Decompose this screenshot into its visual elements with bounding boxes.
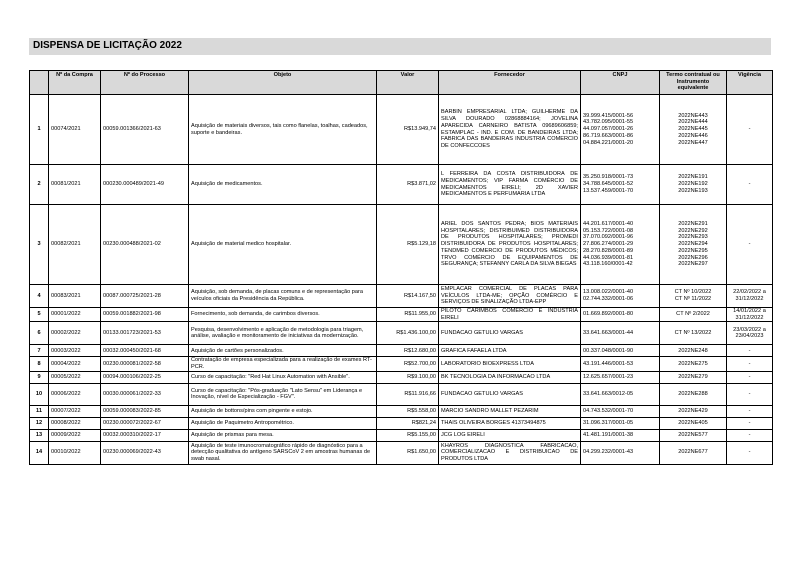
cell-valor: R$3.871,02 xyxy=(377,165,439,205)
cell-termo xyxy=(660,285,727,308)
cell-termo xyxy=(660,322,727,345)
title-bar xyxy=(29,38,771,55)
cell-vigencia: 22/02/2022 a 31/12/2022 xyxy=(727,285,773,308)
cnpj-value: 86.719.663/0001-86 xyxy=(583,132,634,139)
cell-compra: 00010/2022 xyxy=(49,441,101,464)
cell-processo: 00059.000083/2022-85 xyxy=(101,405,189,417)
cell-cnpj xyxy=(581,383,660,405)
cnpj-value: 37.070.092/0001-96 xyxy=(583,234,634,241)
termo-value: 2022NE443 xyxy=(678,112,708,119)
cell-processo: 00230.000069/2022-43 xyxy=(101,441,189,464)
row-number: 1 xyxy=(30,95,49,165)
cell-compra: 00008/2022 xyxy=(49,417,101,429)
table-row xyxy=(30,345,773,357)
cell-processo: 00087.000725/2021-28 xyxy=(101,285,189,308)
cnpj-value: 41.481.191/0001-38 xyxy=(583,431,634,438)
cell-vigencia: 23/03/2022 a 23/04/2023 xyxy=(727,322,773,345)
cell-fornecedor: KHAYROS DIAGNOSTICA FABRICACAO, COMERCIALIZACAO E DISTRIBUICAO DE PRODUTOS LTDA xyxy=(439,441,581,464)
column-header: CNPJ xyxy=(581,71,660,95)
termo-value: 2022NE447 xyxy=(678,139,708,146)
column-header: Nº do Processo xyxy=(101,71,189,95)
cell-valor: R$11.916,66 xyxy=(377,383,439,405)
cnpj-value: 43.118.160/0001-42 xyxy=(583,261,633,268)
cell-termo xyxy=(660,429,727,441)
cnpj-value: 44.097.057/0001-26 xyxy=(583,126,634,133)
cnpj-value: 01.669.892/0001-80 xyxy=(583,311,634,318)
cell-compra: 00007/2022 xyxy=(49,405,101,417)
termo-value: 2022NE275 xyxy=(678,360,708,367)
termo-value: 2022NE445 xyxy=(678,126,708,133)
termo-value: 2022NE297 xyxy=(678,261,708,268)
table-body xyxy=(30,95,773,465)
cell-processo: 00133.001723/2021-53 xyxy=(101,322,189,345)
cell-processo: 00059.001366/2021-63 xyxy=(101,95,189,165)
row-number: 9 xyxy=(30,371,49,383)
cnpj-value: 33.641.663/0001-44 xyxy=(583,330,634,337)
cnpj-value: 04.743.532/0001-70 xyxy=(583,407,634,414)
row-number: 8 xyxy=(30,357,49,371)
row-number: 4 xyxy=(30,285,49,308)
procurement-table xyxy=(29,70,773,465)
row-number: 12 xyxy=(30,417,49,429)
cell-compra: 00009/2022 xyxy=(49,429,101,441)
cnpj-value: 43.782.095/0001-55 xyxy=(583,119,634,126)
cell-objeto: Aquisição de material medico hospitalar. xyxy=(189,205,377,285)
cnpj-value: 04.884.221/0001-20 xyxy=(583,139,634,146)
cell-processo: 00230.000488/2021-02 xyxy=(101,205,189,285)
table-row xyxy=(30,165,773,205)
row-number: 13 xyxy=(30,429,49,441)
cell-cnpj xyxy=(581,429,660,441)
column-header: Nº da Compra xyxy=(49,71,101,95)
cell-vigencia: - xyxy=(727,345,773,357)
cnpj-value: 04.299.232/0001-43 xyxy=(583,449,634,456)
cell-objeto: Aquisição de medicamentos. xyxy=(189,165,377,205)
cell-fornecedor: JCG LOG EIRELI xyxy=(439,429,581,441)
cell-vigencia: - xyxy=(727,95,773,165)
page-title: DISPENSA DE LICITAÇÃO 2022 xyxy=(33,40,182,51)
cnpj-value: 35.250.918/0001-73 xyxy=(583,174,634,181)
termo-value: 2022NE288 xyxy=(678,390,708,397)
cnpj-value: 43.191.446/0001-53 xyxy=(583,360,634,367)
column-header: Vigência xyxy=(727,71,773,95)
cell-compra: 00081/2021 xyxy=(49,165,101,205)
cnpj-value: 02.744.332/0001-06 xyxy=(583,296,634,302)
cell-compra: 00005/2022 xyxy=(49,371,101,383)
cell-cnpj xyxy=(581,441,660,464)
termo-value: 2022NE279 xyxy=(678,373,708,380)
row-number: 11 xyxy=(30,405,49,417)
table-row xyxy=(30,371,773,383)
cell-termo xyxy=(660,417,727,429)
cell-termo xyxy=(660,345,727,357)
cell-fornecedor: LABORATORIO BIOEXPRESS LTDA xyxy=(439,357,581,371)
row-number: 6 xyxy=(30,322,49,345)
cell-valor: R$52.700,00 xyxy=(377,357,439,371)
cell-vigencia: - xyxy=(727,441,773,464)
cnpj-value: 05.153.722/0001-08 xyxy=(583,227,634,234)
row-number: 2 xyxy=(30,165,49,205)
cell-cnpj xyxy=(581,165,660,205)
cell-objeto: Curso de capacitação: "Pós-graduação "Lato Sensu" em Liderança e Inovação, nível de Especialização - FGV". xyxy=(189,383,377,405)
cnpj-value: 33.641.663/0012-05 xyxy=(583,390,634,397)
cell-fornecedor: THAIS OLIVEIRA BORGES 41373494875 xyxy=(439,417,581,429)
table-row xyxy=(30,205,773,285)
cell-objeto: Aquisição de bottons/pins com pingente e estojo. xyxy=(189,405,377,417)
cell-termo xyxy=(660,95,727,165)
termo-value: 2022NE192 xyxy=(678,181,708,188)
cell-objeto: Aquisição de cartões personalizados. xyxy=(189,345,377,357)
cell-fornecedor: ARIEL DOS SANTOS PEDRA; BIOS MATERIAIS HOSPITALARES; DISTRIBUIMED DISTRIBUIDORA DE PRODUTOS HOSPITALARES; PROMEDI DISTRIBUIDORA DE PRODUTOS HOSPITALARES; TENDMED COMERCIO DE PRODUTOS MÉDICOS; TRVO COMÉRCIO DE EQUIPAMENTOS DE SEGURANÇA; STEFANNY CARLA DA SILVA BIEGAS xyxy=(439,205,581,285)
termo-value: 2022NE444 xyxy=(678,119,708,126)
cell-processo: 00230.000081/2022-58 xyxy=(101,357,189,371)
termo-value: 2022NE248 xyxy=(678,347,708,354)
table-row xyxy=(30,383,773,405)
row-number: 10 xyxy=(30,383,49,405)
cell-termo xyxy=(660,383,727,405)
cell-cnpj xyxy=(581,322,660,345)
cell-vigencia: - xyxy=(727,405,773,417)
cell-fornecedor: PILOTO CARIMBOS COMERCIO E INDUSTRIA EIRELI xyxy=(439,308,581,322)
cell-objeto: Aquisição de Paquimetro Antropométrico. xyxy=(189,417,377,429)
cell-cnpj xyxy=(581,357,660,371)
cell-compra: 00004/2022 xyxy=(49,357,101,371)
cell-cnpj xyxy=(581,205,660,285)
cell-compra: 00083/2021 xyxy=(49,285,101,308)
cell-fornecedor: FUNDACAO GETULIO VARGAS xyxy=(439,322,581,345)
cell-processo: 000230.000489/2021-49 xyxy=(101,165,189,205)
cell-objeto: Pesquisa, desenvolvimento e aplicação de metodologia para triagem, análise, avaliação e monitoramento de iniciativas da modernização. xyxy=(189,322,377,345)
cell-fornecedor: FUNDACAO GETULIO VARGAS xyxy=(439,383,581,405)
termo-value: 2022NE191 xyxy=(678,174,708,181)
cell-processo: 00032.000450/2021-68 xyxy=(101,345,189,357)
cell-processo: 00032.000310/2022-17 xyxy=(101,429,189,441)
termo-value: 2022NE429 xyxy=(678,407,708,414)
termo-value: 2022NE296 xyxy=(678,254,708,261)
cnpj-value: 13.008.022/0001-40 xyxy=(583,289,634,296)
cnpj-value: 13.537.459/0001-70 xyxy=(583,187,634,194)
cell-valor: R$12.680,00 xyxy=(377,345,439,357)
cell-valor: R$1.436.100,00 xyxy=(377,322,439,345)
cell-valor: R$5.129,18 xyxy=(377,205,439,285)
cell-cnpj xyxy=(581,285,660,308)
cell-compra: 00001/2022 xyxy=(49,308,101,322)
cell-valor: R$11.955,00 xyxy=(377,308,439,322)
cell-objeto: Contratação de empresa especializada para a realização de exames RT-PCR. xyxy=(189,357,377,371)
cell-valor: R$1.650,00 xyxy=(377,441,439,464)
cnpj-value: 44.036.939/0001-81 xyxy=(583,254,634,261)
cell-valor: R$14.167,50 xyxy=(377,285,439,308)
termo-value: 2022NE577 xyxy=(678,431,708,438)
table-row xyxy=(30,441,773,464)
cell-fornecedor: L FERREIRA DA COSTA DISTRIBUIDORA DE MEDICAMENTOS; VIP FARMA COMÉRCIO DE MEDICAMENTOS EIRELI; 2D XAVIER MEDICAMENTOS E PERFUMARIA LTDA xyxy=(439,165,581,205)
cell-processo: 00230.000072/2022-67 xyxy=(101,417,189,429)
row-number: 3 xyxy=(30,205,49,285)
cell-valor: R$821,24 xyxy=(377,417,439,429)
cell-objeto: Fornecimento, sob demanda, de carimbos diversos. xyxy=(189,308,377,322)
cell-compra: 00074/2021 xyxy=(49,95,101,165)
cell-vigencia: - xyxy=(727,429,773,441)
table-row xyxy=(30,308,773,322)
cell-cnpj xyxy=(581,308,660,322)
cell-objeto: Aquisição de prismas para mesa. xyxy=(189,429,377,441)
row-number: 7 xyxy=(30,345,49,357)
row-number: 5 xyxy=(30,308,49,322)
termo-value: 2022NE292 xyxy=(678,227,708,234)
cell-fornecedor: MARCIO SANDRO MALLET PEZARIM xyxy=(439,405,581,417)
table-row xyxy=(30,322,773,345)
termo-value: 2022NE295 xyxy=(678,247,708,254)
cell-termo xyxy=(660,308,727,322)
termo-value: CT Nº 11/2022 xyxy=(674,296,712,302)
cnpj-value: 44.201.617/0001-40 xyxy=(583,221,634,228)
termo-value: 2022NE193 xyxy=(678,187,708,194)
termo-value: CT Nº 2/2022 xyxy=(676,311,710,318)
cell-cnpj xyxy=(581,95,660,165)
cell-vigencia: - xyxy=(727,357,773,371)
cell-termo xyxy=(660,357,727,371)
termo-value: 2022NE293 xyxy=(678,234,708,241)
cnpj-value: 39.999.415/0001-56 xyxy=(583,112,634,119)
cell-vigencia: - xyxy=(727,417,773,429)
termo-value: 2022NE677 xyxy=(678,449,708,456)
cell-objeto: Aquisição de teste imunocromatográfico rápido de diagnóstico para a detecção qualitativa do antígeno SARSCoV 2 em amostras humanas de swab nasal. xyxy=(189,441,377,464)
cnpj-value: 00.337.048/0001-90 xyxy=(583,347,634,354)
cnpj-value: 31.096.317/0001-05 xyxy=(583,419,634,426)
cell-termo xyxy=(660,441,727,464)
termo-value: 2022NE291 xyxy=(678,221,708,228)
column-header: Fornecedor xyxy=(439,71,581,95)
cell-vigencia: - xyxy=(727,165,773,205)
cnpj-value: 28.270.828/0001-89 xyxy=(583,247,634,254)
cell-termo xyxy=(660,165,727,205)
cell-fornecedor: BK TECNOLOGIA DA INFORMACAO LTDA xyxy=(439,371,581,383)
cell-compra: 00002/2022 xyxy=(49,322,101,345)
column-header xyxy=(30,71,49,95)
termo-value: CT Nº 13/2022 xyxy=(674,330,712,337)
table-row xyxy=(30,405,773,417)
cell-valor: R$13.949,74 xyxy=(377,95,439,165)
cell-valor: R$5.155,00 xyxy=(377,429,439,441)
cell-compra: 00006/2022 xyxy=(49,383,101,405)
cell-vigencia: - xyxy=(727,371,773,383)
cnpj-value: 12.625.657/0001-23 xyxy=(583,373,634,380)
column-header: Valor xyxy=(377,71,439,95)
table-row xyxy=(30,429,773,441)
cell-vigencia: - xyxy=(727,383,773,405)
cell-cnpj xyxy=(581,405,660,417)
cell-vigencia: 14/01/2022 a 31/12/2022 xyxy=(727,308,773,322)
cell-cnpj xyxy=(581,371,660,383)
column-header: Termo contratual ou Instrumento equivalente xyxy=(660,71,727,95)
cell-valor: R$5.558,00 xyxy=(377,405,439,417)
table-row xyxy=(30,285,773,308)
cell-processo: 00094.000106/2022-25 xyxy=(101,371,189,383)
termo-value: 2022NE294 xyxy=(678,241,708,248)
cell-cnpj xyxy=(581,345,660,357)
table-row xyxy=(30,417,773,429)
cnpj-value: 27.806.274/0001-29 xyxy=(583,241,634,248)
cell-cnpj xyxy=(581,417,660,429)
termo-value: 2022NE405 xyxy=(678,419,708,426)
cell-valor: R$9.100,00 xyxy=(377,371,439,383)
cell-compra: 00003/2022 xyxy=(49,345,101,357)
cell-vigencia: - xyxy=(727,205,773,285)
cell-compra: 00082/2021 xyxy=(49,205,101,285)
cell-fornecedor: EMPLACAR COMERCIAL DE PLACAS PARA VEÍCULOS LTDA-ME; OPÇÃO COMÉRCIO E SERVIÇOS DE SINALIZAÇÃO LTDA-EPP xyxy=(439,285,581,308)
table-row xyxy=(30,357,773,371)
cell-objeto: Aquisição, sob demanda, de placas comuns e de representação para veículos oficiais da Presidência da República. xyxy=(189,285,377,308)
cell-termo xyxy=(660,205,727,285)
cell-termo xyxy=(660,371,727,383)
header-row xyxy=(30,71,773,95)
cell-termo xyxy=(660,405,727,417)
cell-processo: 00030.000061/2022-33 xyxy=(101,383,189,405)
column-header: Objeto xyxy=(189,71,377,95)
termo-value: CT Nº 10/2022 xyxy=(674,289,712,296)
cell-fornecedor: GRAFICA FAFAELA LTDA xyxy=(439,345,581,357)
cell-objeto: Aquisição de materiais diversos, tais como flanelas, toalhas, cadeados, suporte e bandeiras. xyxy=(189,95,377,165)
cnpj-value: 34.788.645/0001-52 xyxy=(583,181,634,188)
table-row xyxy=(30,95,773,165)
termo-value: 2022NE446 xyxy=(678,132,708,139)
row-number: 14 xyxy=(30,441,49,464)
cell-objeto: Curso de capacitação: "Red Hat Linux Automation with Ansible". xyxy=(189,371,377,383)
cell-fornecedor: BARBIN EMPRESARIAL LTDA; GUILHERME DA SILVA DOURADO 02868884164; JOVELINA APARECIDA CARNEIRO BATISTA 09689606859; ESTAMPLAC - IND. E COM. DE BANDEIRAS LTDA; FABRICA DAS BANDEIRAS INDUSTRIA COMERCIO DE CONFECCOES xyxy=(439,95,581,165)
cell-processo: 00059.001882/2021-98 xyxy=(101,308,189,322)
